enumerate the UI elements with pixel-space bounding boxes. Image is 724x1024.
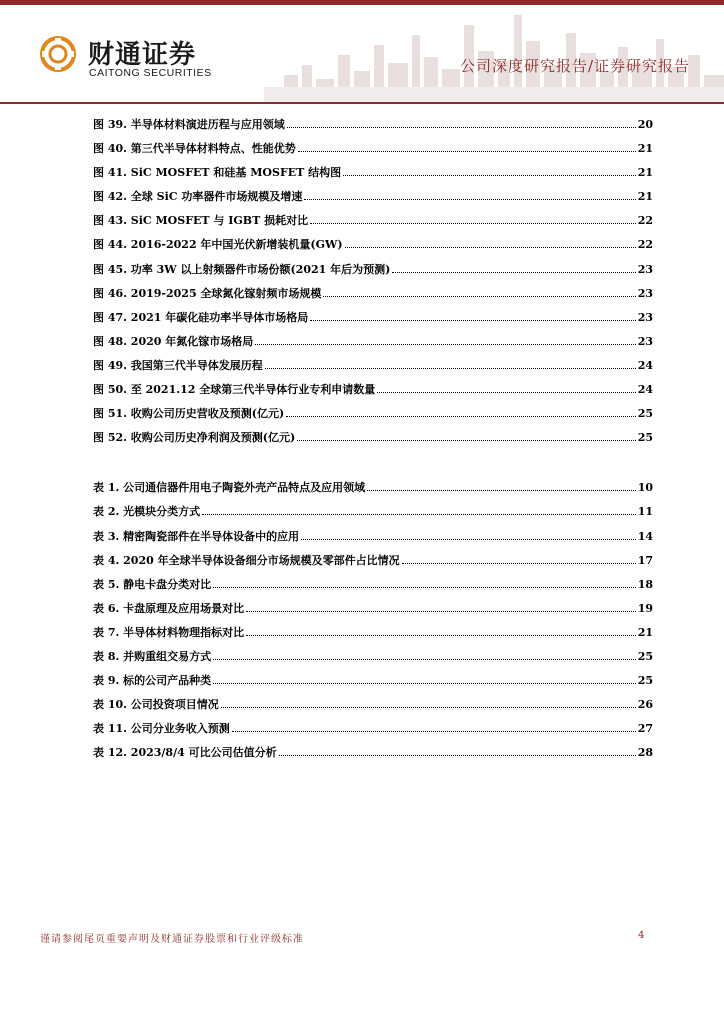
dot-leader (343, 162, 636, 176)
figure-entry[interactable] (93, 209, 653, 233)
toc-entry-page: 21 (637, 190, 653, 204)
toc-entry-label: 图 52. 收购公司历史净利润及预测(亿元) (93, 431, 296, 445)
table-list (93, 476, 653, 765)
dot-leader (213, 646, 636, 660)
toc-entry-label: 图 39. 半导体材料演进历程与应用领域 (93, 118, 285, 131)
toc-entry-page: 11 (637, 505, 653, 519)
figure-entry[interactable] (93, 282, 653, 306)
toc-entry-label: 图 44. 2016-2022 年中国光伏新增装机量(GW) (93, 238, 343, 252)
toc-entry-label: 图 46. 2019-2025 全球氮化镓射频市场规模 (93, 286, 322, 300)
toc-entry-page: 24 (637, 383, 653, 397)
toc-entry-label: 表 1. 公司通信器件用电子陶瓷外壳产品特点及应用领域 (93, 481, 366, 495)
toc-entry-label: 图 50. 至 2021.12 全球第三代半导体行业专利申请数量 (93, 383, 376, 397)
toc-entry-label: 表 12. 2023/8/4 可比公司估值分析 (93, 746, 277, 760)
dot-leader (279, 742, 636, 756)
dot-leader (232, 718, 636, 732)
toc-entry-label: 图 48. 2020 年氮化镓市场格局 (93, 334, 254, 348)
toc-entry-label: 图 49. 我国第三代半导体发展历程 (93, 358, 263, 372)
table-entry[interactable] (93, 741, 653, 765)
table-entry[interactable] (93, 645, 653, 669)
toc-entry-label: 表 2. 光模块分类方式 (93, 505, 201, 519)
dot-leader (286, 403, 635, 417)
dot-leader (377, 379, 635, 393)
dot-leader (213, 670, 636, 684)
table-entry[interactable] (93, 476, 653, 500)
dot-leader (345, 234, 636, 248)
toc-entry-label: 表 6. 卡盘原理及应用场景对比 (93, 601, 245, 615)
figure-entry[interactable] (93, 402, 653, 426)
toc-entry-label: 表 8. 并购重组交易方式 (93, 649, 212, 663)
toc-entry-page: 21 (637, 166, 653, 180)
footer-disclaimer: 谨请参阅尾页重要声明及财通证券股票和行业评级标准 (40, 934, 304, 945)
header-bottom-rule (0, 102, 724, 104)
table-entry[interactable] (93, 549, 653, 573)
figure-entry[interactable] (93, 426, 653, 450)
dot-leader (402, 550, 636, 564)
toc-entry-page: 23 (637, 262, 653, 276)
table-entry[interactable] (93, 693, 653, 717)
page-number: 4 (638, 930, 645, 941)
dot-leader (310, 307, 635, 321)
dot-leader (246, 622, 636, 636)
toc-entry-page: 19 (637, 601, 653, 615)
toc-entry-page: 25 (637, 431, 653, 445)
table-entry[interactable] (93, 500, 653, 524)
toc-entry-page: 22 (637, 238, 653, 252)
figure-list (93, 113, 653, 450)
dot-leader (265, 355, 636, 369)
table-entry[interactable] (93, 621, 653, 645)
toc-entry-page: 24 (637, 358, 653, 372)
caitong-logo-icon (40, 36, 76, 72)
brand-name-en: CAITONG SECURITIES (89, 67, 212, 79)
table-entry[interactable] (93, 573, 653, 597)
toc-entry-page: 25 (637, 649, 653, 663)
dot-leader (213, 574, 636, 588)
figure-entry[interactable] (93, 354, 653, 378)
toc-entry-label: 图 41. SiC MOSFET 和硅基 MOSFET 结构图 (93, 166, 342, 180)
figure-entry[interactable] (93, 258, 653, 282)
brand-name-cn: 财通证券 (88, 40, 197, 70)
toc-entry-page: 18 (637, 577, 653, 591)
toc-entry-label: 图 51. 收购公司历史营收及预测(亿元) (93, 407, 285, 421)
figure-entry[interactable] (93, 330, 653, 354)
dot-leader (392, 259, 635, 273)
figure-entry[interactable] (93, 185, 653, 209)
figure-entry[interactable] (93, 306, 653, 330)
toc-entry-page: 14 (637, 529, 653, 543)
dot-leader (304, 186, 635, 200)
toc-entry-label: 表 5. 静电卡盘分类对比 (93, 577, 212, 591)
table-of-contents (93, 113, 653, 765)
report-type: 公司深度研究报告/证券研究报告 (459, 57, 690, 75)
toc-entry-label: 表 7. 半导体材料物理指标对比 (93, 625, 245, 639)
toc-entry-page: 23 (637, 334, 653, 348)
dot-leader (287, 114, 636, 128)
toc-entry-label: 表 9. 标的公司产品种类 (93, 674, 212, 688)
dot-leader (298, 138, 636, 152)
table-entry[interactable] (93, 525, 653, 549)
dot-leader (246, 598, 636, 612)
toc-entry-label: 表 4. 2020 年全球半导体设备细分市场规模及零部件占比情况 (93, 553, 400, 567)
toc-entry-page: 25 (637, 407, 653, 421)
figure-entry[interactable] (93, 137, 653, 161)
table-entry[interactable] (93, 597, 653, 621)
toc-entry-label: 表 11. 公司分业务收入预测 (93, 722, 230, 736)
toc-entry-page: 17 (637, 553, 653, 567)
dot-leader (323, 283, 635, 297)
table-entry[interactable] (93, 669, 653, 693)
toc-entry-label: 图 40. 第三代半导体材料特点、性能优势 (93, 142, 296, 156)
toc-entry-page: 25 (637, 674, 653, 688)
dot-leader (255, 331, 635, 345)
dot-leader (297, 427, 635, 441)
toc-entry-page: 10 (637, 481, 653, 495)
dot-leader (367, 477, 636, 491)
city-skyline-graphic (264, 5, 724, 102)
dot-leader (221, 694, 636, 708)
toc-entry-page: 23 (637, 286, 653, 300)
figure-entry[interactable] (93, 113, 653, 137)
toc-entry-page: 28 (637, 746, 653, 760)
dot-leader (301, 526, 636, 540)
toc-entry-label: 图 45. 功率 3W 以上射频器件市场份额(2021 年后为预测) (93, 262, 391, 276)
page-header (0, 0, 724, 108)
toc-entry-label: 图 47. 2021 年碳化硅功率半导体市场格局 (93, 310, 309, 324)
toc-entry-page: 21 (637, 142, 653, 156)
toc-entry-label: 图 43. SiC MOSFET 与 IGBT 损耗对比 (93, 214, 309, 228)
toc-entry-page: 21 (637, 625, 653, 639)
table-entry[interactable] (93, 717, 653, 741)
toc-entry-page: 23 (637, 310, 653, 324)
figure-entry[interactable] (93, 161, 653, 185)
toc-entry-label: 表 10. 公司投资项目情况 (93, 698, 219, 712)
toc-entry-page: 27 (637, 722, 653, 736)
figure-entry[interactable] (93, 233, 653, 257)
toc-entry-page: 20 (637, 118, 653, 131)
dot-leader (202, 501, 636, 515)
dot-leader (310, 210, 636, 224)
toc-entry-page: 22 (637, 214, 653, 228)
figure-entry[interactable] (93, 378, 653, 402)
toc-entry-label: 图 42. 全球 SiC 功率器件市场规模及增速 (93, 190, 303, 204)
section-gap (93, 450, 653, 476)
toc-entry-page: 26 (637, 698, 653, 712)
toc-entry-label: 表 3. 精密陶瓷部件在半导体设备中的应用 (93, 529, 300, 543)
